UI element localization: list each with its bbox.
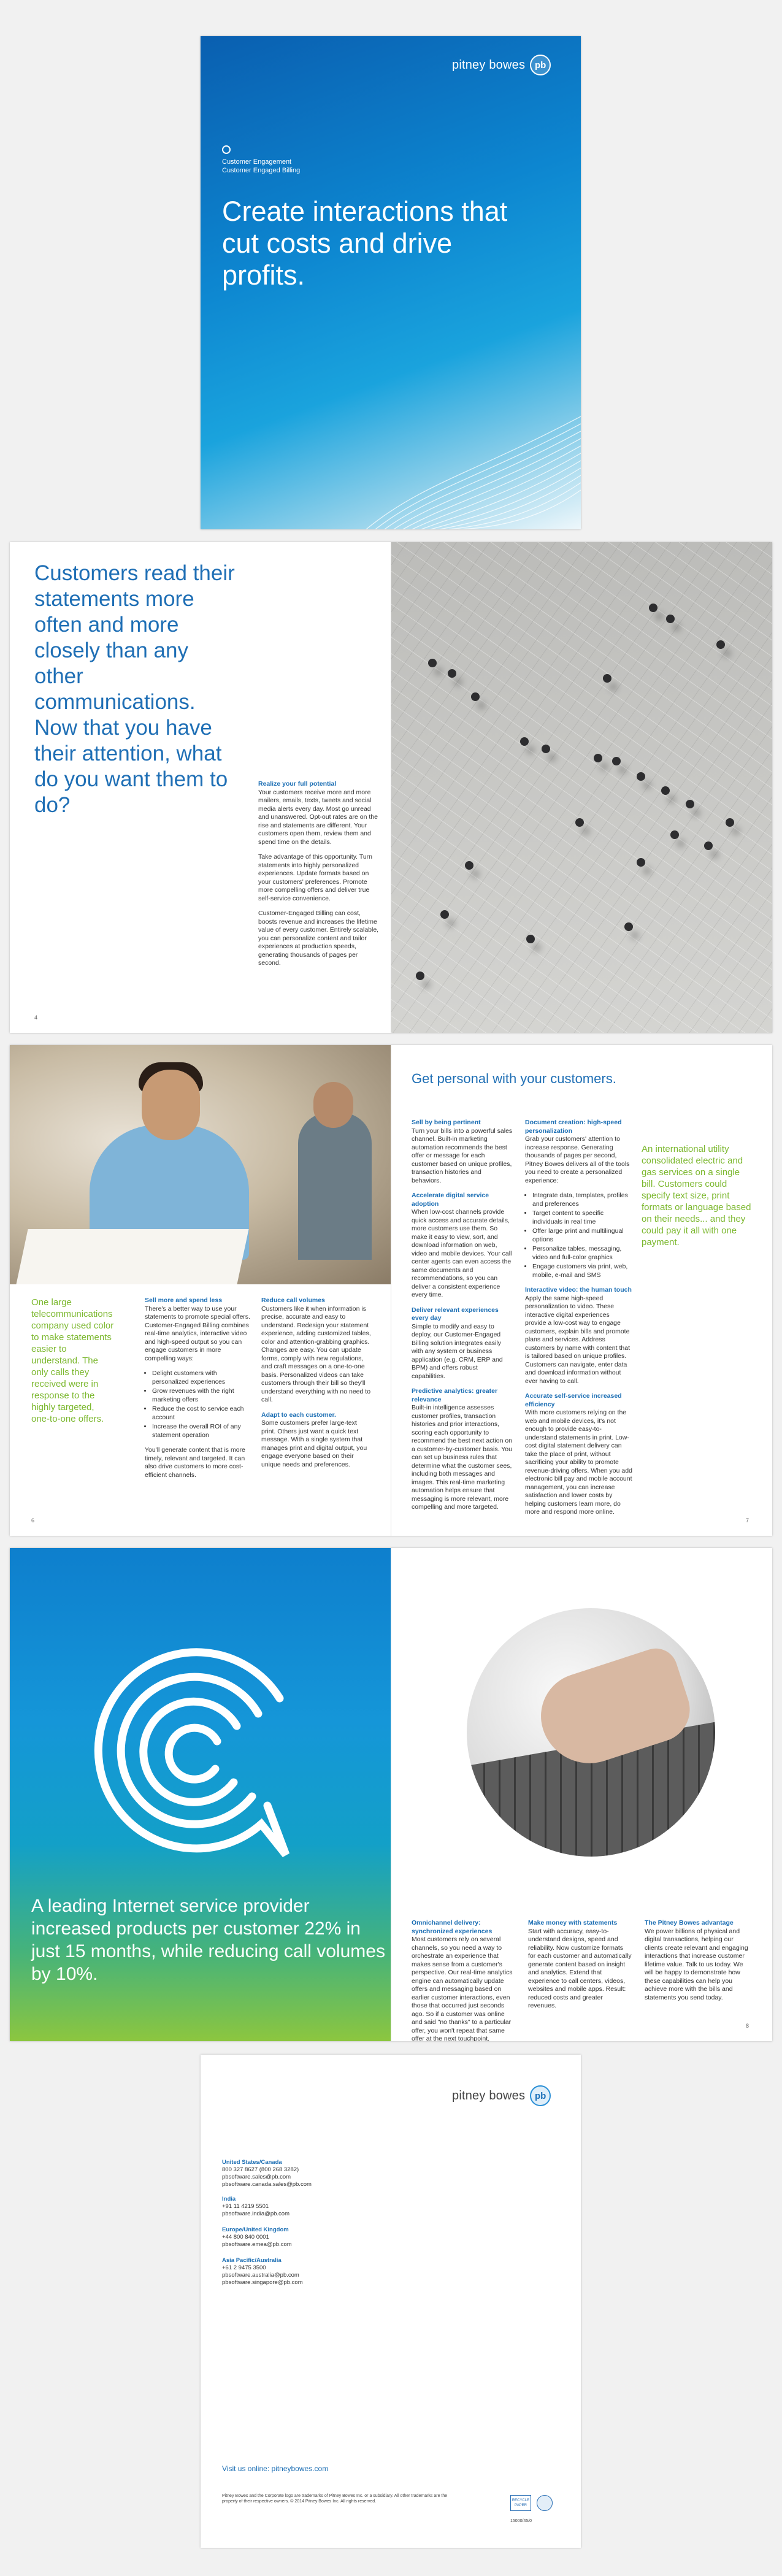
body-column-statements — [528, 1919, 632, 2017]
product-icon — [222, 145, 231, 154]
section-text: We power billions of physical and digital transactions, helping our clients create relevant and engaging interactions that increase customer lifetime value. Talk to us today. We will be happy to demonstrate how these capabilities can help you achieve more with the bills and statements you send today. — [645, 1927, 748, 2001]
list-item: • Engage customers via print, web, mobile, e-mail and SMS — [532, 1263, 632, 1279]
section-text: Grab your customers' attention to increase response. Generating thousands of pages per second, Pitney Bowes delivers all of the tools you need to create a personalized experience: — [525, 1135, 630, 1184]
section-heading: Sell by being pertinent — [412, 1119, 481, 1126]
spread-statements — [10, 542, 772, 1033]
section-heading: Accelerate digital service adoption — [412, 1192, 489, 1208]
wave-lines-graphic — [201, 380, 581, 529]
contact-region: Asia Pacific/Australia — [222, 2257, 282, 2264]
page-number: 8 — [746, 2023, 749, 2029]
contact-region: India — [222, 2196, 236, 2202]
document-code: 15000/45/0 — [510, 2519, 532, 2523]
contact-block — [222, 2196, 289, 2218]
page-number-right: 7 — [746, 1517, 749, 1524]
contact-block — [222, 2159, 312, 2188]
section-text: There's a better way to use your statements to promote special offers. Customer-Engaged Billing combines real-time analytics, interactive video and high-speed output so you can engage customers in more compelling ways: — [145, 1305, 250, 1362]
list-item: • Personalize tables, messaging, video and full-color graphics — [532, 1245, 632, 1262]
cover-headline: Create interactions that cut costs and drive profits. — [222, 196, 508, 291]
section-heading: Predictive analytics: greater relevance — [412, 1387, 498, 1403]
contact-phone: 800 327 8627 (800 268 3282) — [222, 2166, 299, 2173]
testimonial-quote: An international utility consolidated electric and gas services on a single bill. Customers could specify text size, print formats or language based on their needs... and they could pay it all with one payment. — [642, 1144, 751, 1248]
section-heading: Adapt to each customer. — [261, 1411, 336, 1419]
page-number-left: 6 — [31, 1517, 35, 1524]
body-column-advantage — [645, 1919, 752, 2009]
section-heading: Realize your full potential — [258, 780, 337, 788]
contact-block — [222, 2257, 303, 2287]
contact-email[interactable]: pbsoftware.canada.sales@pb.com — [222, 2181, 312, 2188]
cover-page — [201, 36, 581, 529]
benefit-list — [152, 1370, 252, 1439]
contact-email[interactable]: pbsoftware.singapore@pb.com — [222, 2279, 303, 2286]
contact-region: United States/Canada — [222, 2159, 282, 2166]
product-tag — [222, 145, 300, 175]
section-text: Customers like it when information is precise, accurate and easy to understand. Redesign your statement experience, adding customized tables, color and attention-grabbing graphics. Changes are easy. You can update forms, comply with new regulations, and craft messages on a one-to-one basis. Personalized videos can take customers through their bill so they'll understand everything with no need to call. — [261, 1305, 371, 1403]
brand-logo — [452, 55, 551, 75]
intro-column — [258, 780, 381, 975]
student-studying-photo — [10, 1045, 391, 1284]
results-headline: A leading Internet service provider increased products per customer 22% in just 15 months, while reducing call volumes by 10%. — [31, 1896, 385, 1984]
brand-mark-icon: pb — [530, 55, 551, 75]
feature-list — [532, 1192, 632, 1279]
body-column-4 — [525, 1119, 632, 1524]
section-text: Turn your bills into a powerful sales channel. Built-in marketing automation recommends the best offer or message for each customer based on unique profiles, transaction histories and behaviors. — [412, 1127, 513, 1184]
body-column-omnichannel — [412, 1919, 516, 2041]
section-text: Some customers prefer large-text print. Others just want a quick text message. With a single system that manages print and digital output, you engage everyone based on their unique needs and preferences. — [261, 1419, 367, 1468]
section-text: You'll generate content that is more timely, relevant and targeted. It can also drive customers to more cost-efficient channels. — [145, 1446, 245, 1479]
section-heading: Sell more and spend less — [145, 1297, 223, 1304]
section-text: Start with accuracy, easy-to-understand designs, speed and reliability. Now customize formats for each customer and automatically generate content based on insight and analytics. Extend that experience to call centers, videos, websites and mobile apps. Result: reduced costs and greater revenues. — [528, 1927, 632, 2009]
contact-block — [222, 2226, 292, 2248]
section-heading: Deliver relevant experiences every day — [412, 1306, 499, 1322]
recycle-paper-icon: RECYCLE PAPER — [510, 2495, 531, 2511]
brand-wordmark: pitney bowes — [452, 58, 526, 72]
section-heading: The Pitney Bowes advantage — [645, 1919, 734, 1926]
list-item: • Target content to specific individuals in real time — [532, 1209, 632, 1226]
spread-headline: Customers read their statements more often and more closely than any other communications. Now that you have their attention, what do you want them to do? — [34, 561, 235, 817]
testimonial-quote: One large telecommunications company used color to make statements easier to understand. The only calls they received were in response to the highly targeted, one-to-one offers. — [31, 1297, 114, 1424]
section-text: When low-cost channels provide quick access and accurate details, more customers use them. So make it easy to view, sort, and download information on web, video and mobile devices. Your call center agents can even access the same documents and recommendations, so you can deliver a consistent experience every time. — [412, 1208, 512, 1298]
back-cover-page — [201, 2055, 581, 2548]
contact-region: Europe/United Kingdom — [222, 2226, 289, 2233]
section-title: Get personal with your customers. — [412, 1071, 616, 1086]
section-heading: Interactive video: the human touch — [525, 1286, 632, 1294]
contact-email[interactable]: pbsoftware.sales@pb.com — [222, 2174, 291, 2180]
section-text: With more customers relying on the web and mobile devices, it's not enough to provide easy-to-understand statements in print. Low-cost digital statement delivery can take the place of print, without sacrificing your ability to promote revenue-driving offers. When you add electronic bill pay and mobile account management, you can increase satisfaction and lower costs by helping customers learn more, do more and respond more online. — [525, 1409, 632, 1516]
brand-mark-icon: pb — [530, 2085, 551, 2106]
section-text: Simple to modify and easy to deploy, our Customer-Engaged Billing solution integrates easily with any system or business application (e.g. CRM, ERP and BPM) and offers robust capabilities. — [412, 1322, 503, 1380]
section-heading: Reduce call volumes — [261, 1297, 325, 1304]
contact-email[interactable]: pbsoftware.australia@pb.com — [222, 2272, 299, 2279]
section-text: Take advantage of this opportunity. Turn statements into highly personalized experiences. Update formats based on your customers' preferences. Promote more compelling offers and deliver true self-service convenience. — [258, 853, 373, 902]
contact-phone: +44 800 840 0001 — [222, 2234, 269, 2241]
product-subline: Customer Engaged Billing — [222, 167, 301, 174]
certification-seal-icon — [537, 2495, 553, 2511]
section-text: Your customers receive more and more mailers, emails, texts, tweets and social media alerts every day. Most go unread and unanswered. Opt-out rates are on the rise and statements are different. Your customers open them, review them and spend time on the details. — [258, 788, 378, 846]
section-heading: Omnichannel delivery: synchronized experiences — [412, 1919, 493, 1935]
contact-phone: +91 11 4219 5501 — [222, 2203, 269, 2210]
section-text: Built-in intelligence assesses customer profiles, transaction histories and prior interactions, scoring each opportunity to recommend the best next action on a customer-by-customer basis. You can set up business rules that determine what the customer sees, including both messages and images. This real-time marketing automation helps ensure that messaging is more relevant, more compelling and more targeted. — [412, 1404, 513, 1511]
section-heading: Document creation: high-speed personalization — [525, 1119, 622, 1135]
section-text: Most customers rely on several channels, so you need a way to orchestrate an experience that makes sense from a customer's perspective. Our real-time analytics engine can automatically update offers and messaging based on earlier customer interactions, even those that occurred just seconds ago. So if a customer was online and said "no thanks" to a particular offer, you won't repeat that same offer at the next touchpoint. — [412, 1936, 513, 2041]
typing-hands-photo — [467, 1608, 715, 1857]
product-line: Customer Engagement — [222, 158, 292, 166]
section-heading: Make money with statements — [528, 1919, 618, 1926]
body-column-1 — [145, 1297, 252, 1486]
website-link[interactable]: Visit us online: pitneybowes.com — [222, 2464, 329, 2473]
results-panel — [10, 1548, 391, 2041]
list-item: • Delight customers with personalized experiences — [152, 1370, 252, 1386]
legal-text: Pitney Bowes and the Corporate logo are trademarks of Pitney Bowes Inc. or a subsidiary. All other trademarks are the property of their respective owners. © 2014 Pitney Bowes Inc. All rights reserved. — [222, 2494, 448, 2504]
contact-email[interactable]: pbsoftware.emea@pb.com — [222, 2241, 292, 2248]
spread-personal — [10, 1045, 772, 1536]
plaza-crowd-photo — [391, 542, 772, 1033]
section-text: Customer-Engaged Billing can cost, boosts revenue and increases the lifetime value of every customer. Entirely scalable, you can personalize content and tailor experiences at production speeds, generating thousands of pages per second. — [258, 910, 379, 967]
list-item: • Reduce the cost to service each account — [152, 1405, 252, 1422]
engagement-swirl-icon — [83, 1640, 316, 1873]
spread-results — [10, 1548, 772, 2041]
list-item: • Increase the overall ROI of any statement operation — [152, 1423, 252, 1439]
brand-logo — [452, 2085, 551, 2106]
list-item: • Offer large print and multilingual options — [532, 1227, 632, 1244]
page-number: 4 — [34, 1014, 38, 1021]
body-column-2 — [261, 1297, 372, 1476]
list-item: • Grow revenues with the right marketing offers — [152, 1387, 252, 1404]
brand-wordmark: pitney bowes — [452, 2088, 526, 2103]
contact-phone: +61 2 9475 3500 — [222, 2264, 266, 2271]
section-heading: Accurate self-service increased efficiency — [525, 1392, 622, 1408]
section-text: Apply the same high-speed personalization to video. These interactive digital experiences provide a low-cost way to engage customers, explain bills and promote plans and services. Address customers by name with content that is tailored based on unique profiles. Customers can navigate, enter data and download information without ever having to call. — [525, 1294, 630, 1385]
body-column-3 — [412, 1119, 513, 1519]
list-item: • Integrate data, templates, profiles and preferences — [532, 1192, 632, 1208]
contact-email[interactable]: pbsoftware.india@pb.com — [222, 2210, 289, 2217]
